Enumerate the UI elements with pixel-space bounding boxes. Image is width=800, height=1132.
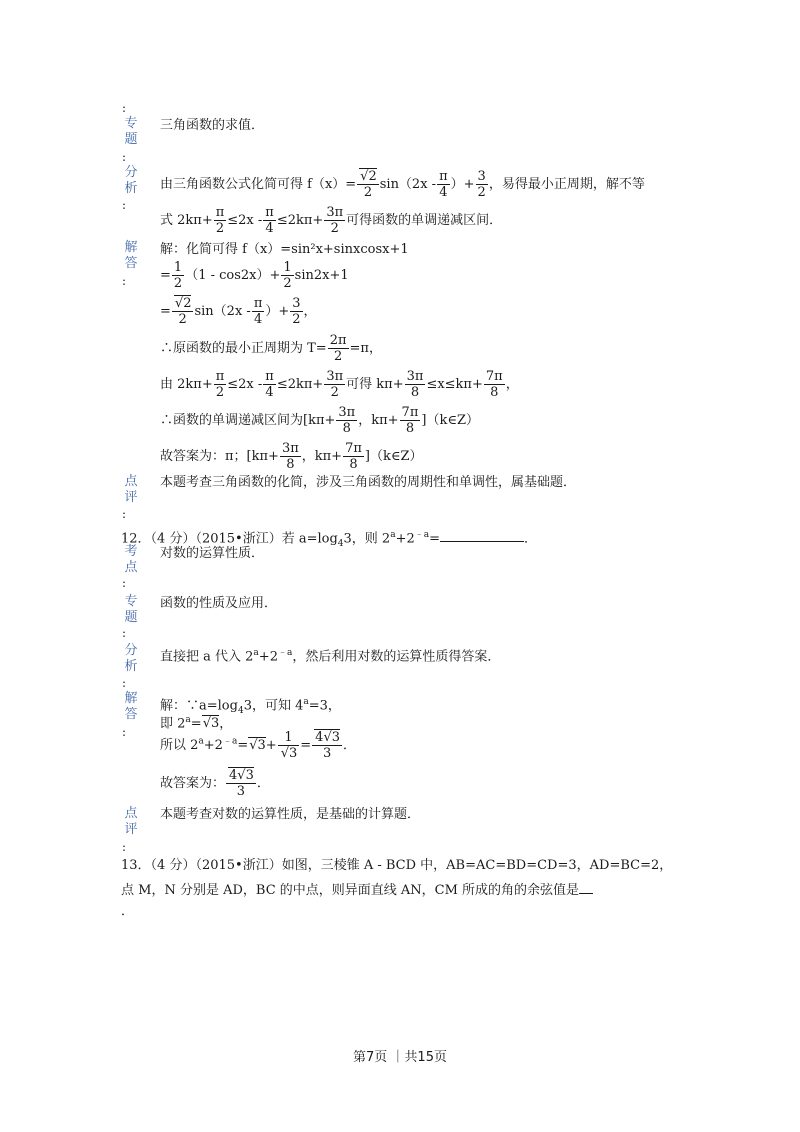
colon-mark: : [122, 150, 127, 164]
page-footer: 第7页 ｜共15页 [353, 1050, 447, 1065]
colon-mark: : [122, 101, 127, 115]
colon-mark: : [122, 626, 127, 640]
label-kaodian: 考 点 [124, 544, 138, 575]
label-dianping: 点 评 [124, 474, 138, 505]
colon-mark: : [122, 725, 127, 739]
q12-stem: 12．（4 分）（2015•浙江）若 $a=\log_43$，则 $2^a+2^{﹣a}=$ ． [121, 530, 538, 549]
label-fenxi: 分 析 [124, 643, 138, 674]
q12-analysis: 直接把 a 代入 $2^a+2^{﹣a}$，然后利用对数的运算性质得答案． [160, 648, 501, 665]
q13-stem-line2: 点 M，N 分别是 AD，BC 的中点，则异面直线 AN，CM 所成的角的余弦值是 [121, 881, 593, 900]
q12-solution-line2: 即 $2^a=√3$， [160, 715, 233, 732]
q11-comment: 本题考查三角函数的化简，涉及三角函数的周期性和单调性，属基础题． [160, 475, 577, 490]
q11-analysis-line1: 由三角函数公式化简可得 f（x）= $\frac{√2}{2}$ sin（2x - $\frac{\pi}{4}$ ）+ $\frac{3}{2}$ ，易得最小正周期，解不等 [160, 169, 645, 200]
colon-mark: : [122, 198, 127, 212]
q11-analysis-line2: 式 2kπ+ $\frac{\pi}{2}$ ≤2x - $\frac{\pi}{4}$ ≤2kπ+ $\frac{3\pi}{2}$ 可得函数的单调递减区间． [160, 205, 503, 236]
q12-point: 对数的运算性质． [160, 546, 265, 561]
q11-solution-line2: = $\frac{1}{2}$ （1 - cos2x）+ $\frac{1}{2}$ sin2x+1 [160, 260, 349, 291]
answer-blank [440, 529, 524, 542]
colon-mark: : [122, 840, 127, 854]
colon-mark: : [122, 507, 127, 521]
colon-mark: : [122, 676, 127, 690]
q13-stem-line3: ． [121, 904, 135, 919]
q11-solution-line6: ∴函数的单调递减区间为[kπ+ $\frac{3\pi}{8}$ ，kπ+ $\frac{7\pi}{8}$ ]（k∈Z） [160, 405, 479, 436]
q12-solution-line4: 故答案为： $\frac{4√3}{3}$ ． [160, 768, 270, 799]
q11-solution-line5: 由 2kπ+ $\frac{\pi}{2}$ ≤2x - $\frac{\pi}{4}$ ≤2kπ+ $\frac{3\pi}{2}$ 可得 kπ+ $\frac{3\pi}{8}$ ≤x≤kπ+ $\frac{7\pi}{8}$ ， [160, 369, 519, 400]
q11-topic: 三角函数的求值． [160, 118, 265, 133]
label-jieda: 解 答 [124, 240, 138, 271]
q12-solution-line3: 所以 $2^a+2^{﹣a}=√3+$ $\frac{1}{√3}$ = $\frac{4√3}{3}$ ． [160, 730, 357, 761]
label-zhuanti: 专 题 [124, 116, 138, 147]
q11-solution-line4: ∴原函数的最小正周期为 T= $\frac{2\pi}{2}$ =π， [160, 333, 382, 364]
answer-blank [579, 881, 593, 894]
label-dianping: 点 评 [124, 806, 138, 837]
q12-topic: 函数的性质及应用． [160, 596, 278, 611]
q13-stem-line1: 13．（4 分）（2015•浙江）如图，三棱锥 A - BCD 中，AB=AC=BD=CD=3，AD=BC=2， [121, 858, 673, 873]
q11-solution-line3: = $\frac{√2}{2}$ sin（2x - $\frac{\pi}{4}$ ）+ $\frac{3}{2}$ ， [160, 296, 317, 327]
q12-comment: 本题考查对数的运算性质，是基础的计算题． [160, 807, 421, 822]
q11-solution-line1: 解：化简可得 f（x）=sin²x+sinxcosx+1 [160, 242, 409, 257]
label-zhuanti: 专 题 [124, 594, 138, 625]
colon-mark: : [122, 274, 127, 288]
q11-solution-line7: 故答案为：π；[kπ+ $\frac{3\pi}{8}$ ，kπ+ $\frac{7\pi}{8}$ ]（k∈Z） [160, 441, 423, 472]
label-jieda: 解 答 [124, 691, 138, 722]
label-fenxi: 分 析 [124, 165, 138, 196]
q12-solution-line1: 解：$\because a=\log_43$，可知 $4^a=3$， [160, 697, 341, 716]
colon-mark: : [122, 576, 127, 590]
